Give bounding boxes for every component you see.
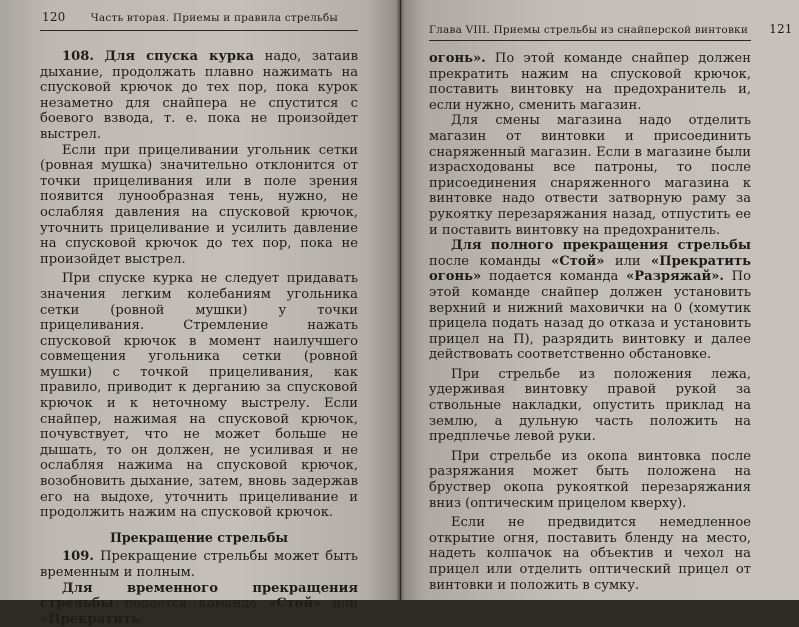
para-text: после команды (429, 253, 541, 269)
command-stop: «Стой» (551, 253, 605, 269)
paragraph-aim-correction: Если при прицеливании угольник сетки (ровная мушка) значительно отклонится от точки прицеливания или в поле зрения появится лунообразная тень, нужно, не ослабляя давления на спусковой крючок, уточнить прицеливание и усилить давление на спусковой крючок до тех пор, пока не произойдет выстрел. (40, 142, 358, 267)
para-text: подается команда (124, 596, 258, 612)
left-body (40, 49, 358, 627)
command-unload: «Разряжай». (626, 269, 724, 285)
paragraph-prone: При стрельбе из положения лежа, удерживая винтовку правой рукой за ствольные накладки, опустить приклад на землю, а дульную часть положить на предплечье левой руки. (429, 366, 751, 445)
paragraph-108 (40, 49, 358, 143)
para-text: или (614, 253, 641, 269)
command-cease: «Прекратить (40, 611, 140, 627)
left-header-rule (40, 30, 358, 31)
para-text: подается команда (488, 269, 619, 285)
right-running-head: Глава VIII. Приемы стрельбы из снайперской винтовки (429, 24, 749, 36)
para-text: надо, затаив дыхание, продолжать плавно нажимать на спусковой крючок до тех пор, пока курок незаметно для снайпера не спустится с боевого взвода, т. е. пока не произойдет выстрел. (40, 49, 359, 142)
left-running-head: Часть вторая. Приемы и правила стрельбы (90, 12, 338, 24)
para-text: Прекращение стрельбы может быть временным и полным. (40, 549, 358, 580)
para-text: или (332, 596, 358, 612)
section-title (40, 530, 358, 546)
right-body (429, 51, 751, 593)
paragraph-trench: При стрельбе из окопа винтовка после разряжания может быть положена на бруствер окопа рукояткой перезаряжания вниз (оптическим прицелом кверху). (429, 448, 751, 511)
paragraph-temporary-stop (40, 581, 358, 627)
para-lead: Для временного прекращения стрельбы (40, 580, 358, 612)
paragraph-magazine: Для смены магазина надо отделить магазин от винтовки и присоединить снаряженный магазин. Если в магазине были израсходованы все патроны, то после присоединения снаряженного магазина к винтовке надо отвести затворную раму за рукоятку перезаряжания назад, отпустить ее и поставить винтовку на предохранитель. (429, 113, 751, 238)
command-cease: «Прекратить огонь» (429, 253, 751, 285)
right-header-rule (429, 40, 751, 41)
right-page-number: 121 (769, 22, 793, 36)
section-title-text: Прекращение стрельбы (109, 529, 289, 545)
para-text: По этой команде снайпер должен прекратить нажим на спусковой крючок, поставить винтовку на предохранитель и, если нужно, сменить магазин. (429, 51, 751, 113)
paragraph-continued (429, 51, 751, 113)
left-page-number: 120 (42, 10, 66, 24)
command-stop: «Стой» (267, 596, 322, 612)
right-page (401, 0, 799, 600)
left-running-header (42, 10, 338, 24)
para-lead: Для спуска курка (104, 49, 254, 64)
para-lead: Для полного прекращения стрельбы (451, 238, 751, 254)
para-text: По этой команде снайпер должен установить верхний и нижний маховички на 0 (хомутик прицела подать назад до отказа и установить прицел на П), разрядить винтовку и далее действовать соответственно обстановке. (429, 269, 751, 363)
paragraph-no-fire: Если не предвидится немедленное открытие огня, поставить бленду на место, надеть колпачок на объектив и чехол на прицел или отделить оптический прицел от винтовки и положить в сумку. (429, 515, 751, 593)
paragraph-trigger-release: При спуске курка не следует придавать значения легким колебаниям угольника сетки (ровной мушки) у точки прицеливания. Стремление нажать спусковой крючок в момент наилучшего совмещения угольника сетки (ровной мушки) с точкой прицеливания, как правило, приводит к дерганию за спусковой крючок и к неточному выстрелу. Если снайпер, нажимая на спусковой крючок, почувствует, что не может больше не дышать, то он должен, не усиливая и не ослабляя нажима на спусковой крючок, возобновить дыхание, затем, вновь задержав его на выдохе, уточнить прицеливание и продолжить нажим на спусковой крючок. (40, 271, 358, 521)
right-running-header (429, 22, 793, 36)
para-number: 109. (62, 549, 94, 565)
para-number: 108. (62, 49, 94, 64)
command-cease-end: огонь». (429, 51, 486, 66)
book-gutter (396, 0, 404, 600)
paragraph-109 (40, 549, 358, 580)
paragraph-full-stop (429, 238, 751, 363)
